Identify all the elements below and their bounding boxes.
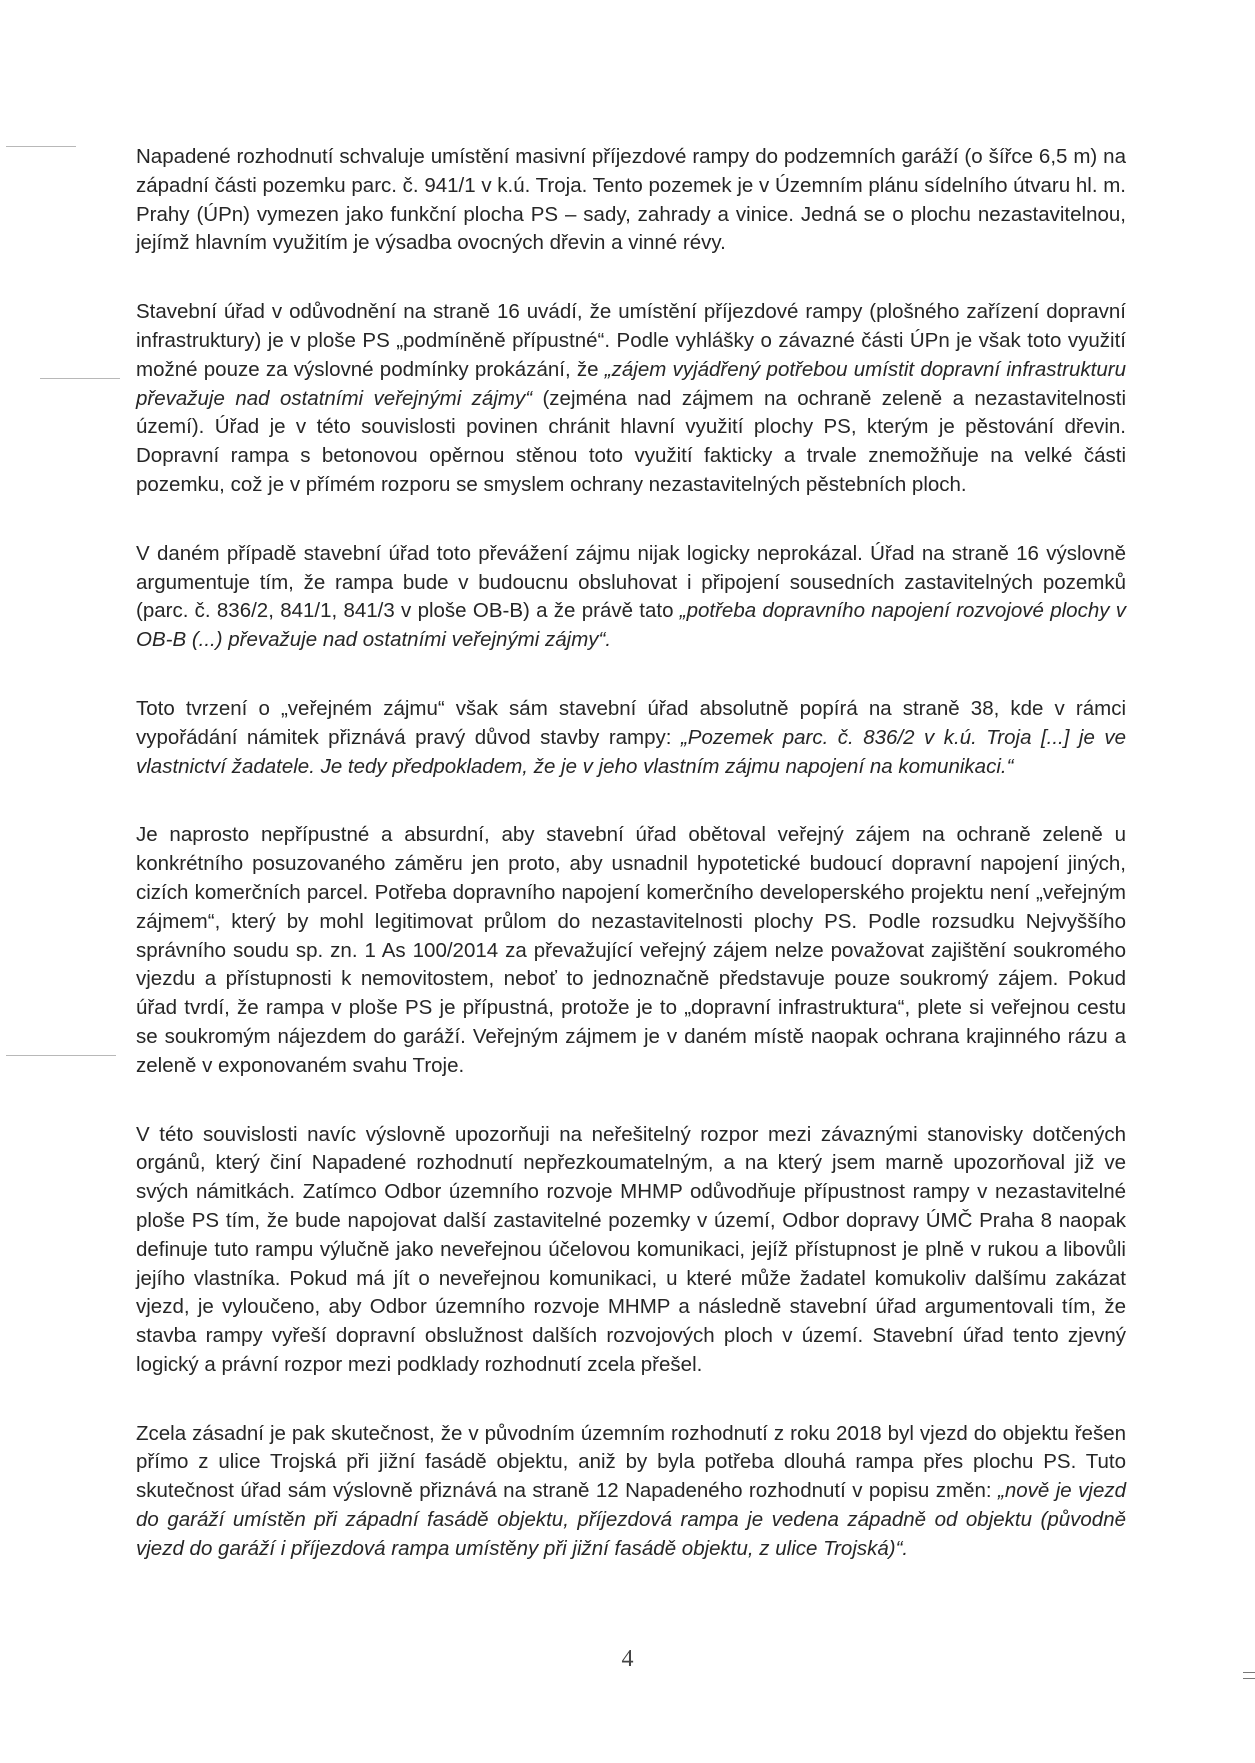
paragraph-2 [136, 298, 1126, 500]
paragraph-text: V této souvislosti navíc výslovně upozorňuji na neřešitelný rozpor mezi závaznými stanovisky dotčených orgánů, který činí Napadené rozhodnutí nepřezkoumatelným, a na který jsem marně upozorňoval již ve svých námitkách. Zatímco Odbor územního rozvoje MHMP odůvodňuje přípustnost rampy v nezastavitelné ploše PS tím, že bude napojovat další zastavitelné pozemky v území, Odbor dopravy ÚMČ Praha 8 naopak definuje tuto rampu výlučně jako neveřejnou účelovou komunikaci, jejíž přístupnost je plně v rukou a libovůli jejího vlastníka. Pokud má jít o neveřejnou komunikaci, u které může žadatel komukoliv dalšímu zakázat vjezd, je vyloučeno, aby Odbor územního rozvoje MHMP a následně stavební úřad argumentovali tím, že stavba rampy vyřeší dopravní obslužnost dalších rozvojových ploch v území. Stavební úřad tento zjevný logický a právní rozpor mezi podklady rozhodnutí zcela přešel. [136, 1122, 1126, 1376]
paragraph-6 [136, 1121, 1126, 1380]
quoted-text-italic: „zájem vyjádřený potřebou umístit dopravní infrastrukturu převažuje nad ostatními veřejnými zájmy“ [136, 357, 1126, 410]
scan-noise-middle-left [40, 378, 120, 379]
document-body [136, 143, 1126, 1604]
paragraph-7 [136, 1420, 1126, 1564]
quoted-text-italic: „Pozemek parc. č. 836/2 v k.ú. Troja [...] je ve vlastnictví žadatele. Je tedy předpokladem, že je v jeho vlastním zájmu napojení na komunikaci.“ [136, 725, 1127, 778]
paragraph-text: Napadené rozhodnutí schvaluje umístění masivní příjezdové rampy do podzemních garáží (o šířce 6,5 m) na západní části pozemku parc. č. 941/1 v k.ú. Troja. Tento pozemek je v Územním plánu sídelního útvaru hl. m. Prahy (ÚPn) vymezen jako funkční plocha PS – sady, zahrady a vinice. Jedná se o plochu nezastavitelnou, jejímž hlavním využitím je výsadba ovocných dřevin a vinné révy. [136, 145, 1126, 255]
paragraph-text: Zcela zásadní je pak skutečnost, že v původním územním rozhodnutí z roku 2018 byl vjezd do objektu řešen přímo z ulice Trojská při jižní fasádě objektu, aniž by byla potřeba dlouhá rampa přes plochu PS. Tuto skutečnost úřad sám výslovně přiznává na straně 12 Napadeného rozhodnutí v popisu změn: [136, 1421, 1126, 1503]
paragraph-1 [136, 143, 1126, 258]
paragraph-text: Je naprosto nepřípustné a absurdní, aby stavební úřad obětoval veřejný zájem na ochraně zeleně u konkrétního posuzovaného záměru jen proto, aby usnadnil hypotetické budoucí dopravní napojení jiných, cizích komerčních parcel. Potřeba dopravního napojení komerčního developerského projektu není „veřejným zájmem“, který by mohl legitimovat průlom do nezastavitelnosti plochy PS. Podle rozsudku Nejvyššího správního soudu sp. zn. 1 As 100/2014 za převažující veřejný zájem nelze považovat zajištění soukromého vjezdu a přístupnosti k nemovitostem, neboť to jednoznačně představuje pouze soukromý zájem. Pokud úřad tvrdí, že rampa v ploše PS je přípustná, protože je to „dopravní infrastruktura“, plete si veřejnou cestu se soukromým nájezdem do garáží. Veřejným zájmem je v daném místě naopak ochrana krajinného rázu a zeleně v exponovaném svahu Troje. [136, 823, 1126, 1077]
paragraph-text: Stavební úřad v odůvodnění na straně 16 uvádí, že umístění příjezdové rampy (plošného zařízení dopravní infrastruktury) je v ploše PS „podmíněně přípustné“. Podle vyhlášky o závazné části ÚPn je však toto využití možné pouze za výslovné podmínky prokázání, že [136, 300, 1126, 381]
scan-edge-mark [1243, 1672, 1255, 1679]
paragraph-4 [136, 695, 1126, 781]
paragraph-text: (zejména nad zájmem na ochraně zeleně a nezastavitelnosti území). Úřad je v této souvislosti povinen chránit hlavní využití plochy PS, kterým je pěstování dřevin. Dopravní rampa s betonovou opěrnou stěnou toto využití fakticky a trvale znemožňuje na velké části pozemku, což je v přímém rozporu se smyslem ochrany nezastavitelných pěstebních ploch. [136, 386, 1126, 496]
scan-noise-top-left [6, 146, 76, 147]
scan-noise-lower-left [6, 1055, 116, 1056]
paragraph-text: Toto tvrzení o „veřejném zájmu“ však sám stavební úřad absolutně popírá na straně 38, kde v rámci vypořádání námitek přiznává pravý důvod stavby rampy: [136, 696, 1126, 749]
paragraph-text: V daném případě stavební úřad toto převážení zájmu nijak logicky neprokázal. Úřad na straně 16 výslovně argumentuje tím, že rampa bude v budoucnu obsluhovat i připojení sousedních zastavitelných pozemků (parc. č. 836/2, 841/1, 841/3 v ploše OB-B) a že právě tato [136, 541, 1126, 623]
quoted-text-italic: „potřeba dopravního napojení rozvojové plochy v OB-B (...) převažuje nad ostatními veřejnými zájmy“. [136, 599, 1127, 652]
paragraph-5 [136, 821, 1126, 1080]
quoted-text-italic: „nově je vjezd do garáží umístěn při západní fasádě objektu, příjezdová rampa je vedena západně od objektu (původně vjezd do garáží i příjezdová rampa umístěny při jižní fasádě objektu, z ulice Trojská)“. [136, 1479, 1126, 1560]
paragraph-3 [136, 540, 1126, 655]
page-number: 4 [621, 1646, 634, 1672]
